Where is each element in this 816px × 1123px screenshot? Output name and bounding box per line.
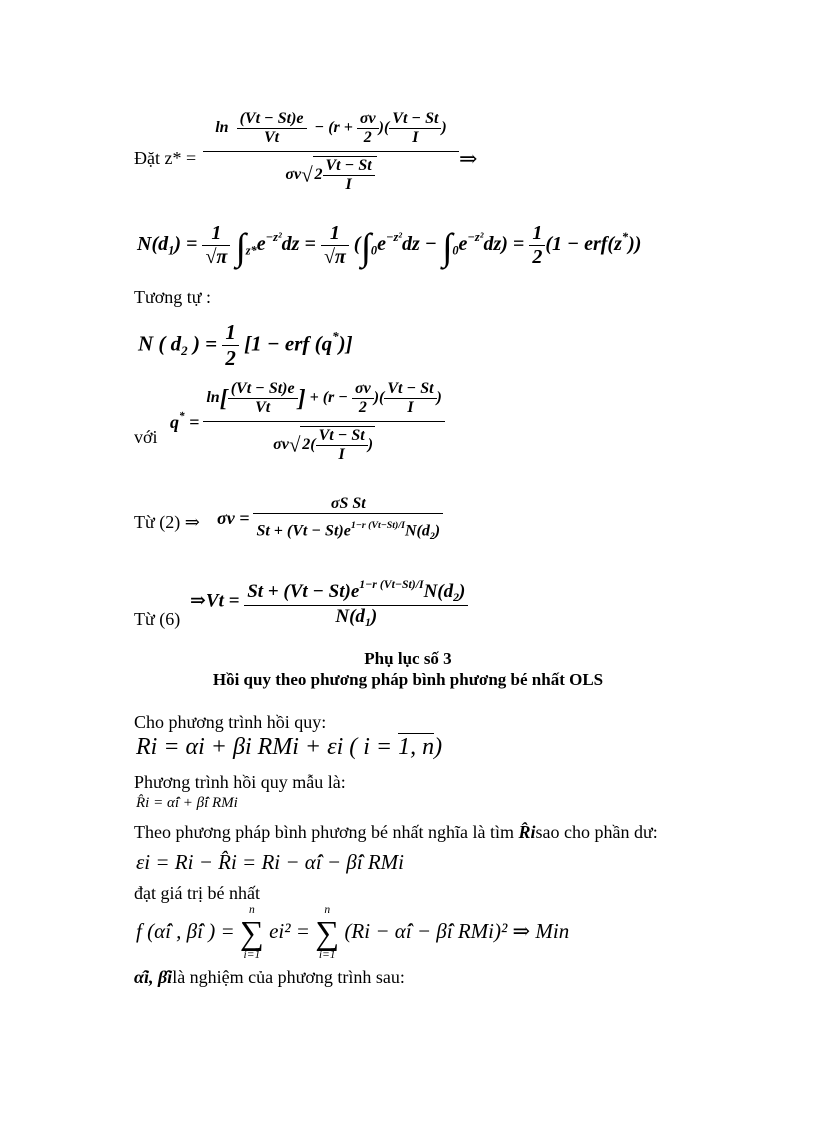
z-star-formula: ln $\frac{(Vt - St)e}{Vt}$ − (r + $\frac{\sigma v}{2}$ )( $\frac{Vt - St}{I}$ ) σv√ 2 $\frac{Vt - St}{I}$ [203, 110, 459, 194]
residual-equation: εi = Ri − R̂i = Ri − α̂i − β̂i RMi [136, 850, 405, 874]
ols-method-text: Theo phương pháp bình phương bé nhất nghĩa là tìm R̂isao cho phần dư: [134, 822, 658, 842]
ols-intro: Cho phương trình hồi quy: [134, 712, 327, 732]
r-hat-symbol: R̂i [518, 822, 536, 842]
regression-equation: Ri = αi + βi RMi + εi ( i = 1, n) [136, 734, 443, 760]
voi-label: với [134, 427, 158, 447]
sample-regression-equation: R̂i = α̂i + β̂i RMi [136, 795, 238, 811]
q-star-formula: q* = ln[ $\frac{(Vt - St)e}{Vt}$ ] + (r − $\frac{\sigma v}{2}$ )( $\frac{Vt - St}{I}$ ) σv√ 2( $\frac{Vt - St}{I}$ ) [170, 380, 445, 464]
sigma-v-formula: σv = $\frac{\text{σS St}}{St + (Vt - St)e^{1-r (Vt-St)/I}N(d_2)}$ [217, 495, 443, 542]
implies-arrow: ⇒ [459, 146, 478, 171]
appendix-title: Phụ lục số 3 [364, 649, 452, 668]
tuong-tu-text: Tương tự : [134, 287, 212, 307]
vt-formula: ⇒Vt = $\frac{St + (Vt - St)e^{1-r (Vt-St)/I}N(d_2)}{N(d_1)}$ [190, 572, 468, 630]
tu-6-label: Từ (6) [134, 609, 181, 629]
alpha-beta-hat-symbol: α̂i, β̂i [134, 967, 173, 987]
dat-z-label: Đặt z* = [134, 148, 197, 168]
sample-regression-text: Phương trình hồi quy mẫu là: [134, 772, 346, 792]
min-value-text: đạt giá trị bé nhất [134, 883, 260, 903]
appendix-subtitle: Hồi quy theo phương pháp bình phương bé nhất OLS [212, 670, 604, 689]
tu-2-label: Từ (2) ⇒ [134, 512, 200, 532]
n-d2-formula: N ( $d_2$ ) = $\frac{1}{2}$ [1 − erf (q*)] [138, 320, 353, 370]
solution-text: α̂i, β̂ilà nghiệm của phương trình sau: [134, 967, 405, 987]
n-d1-formula: $N(d_1)$ = $\frac{1}{√\pi}$ $\int_{z*}e^{-z^2}dz$ = $\frac{1}{√\pi}$ $(\int_0e^{-z^2}dz - \int_0e^{-z^2}dz)$ = $\frac{1}{2}$ (1 − erf(z*)) [137, 222, 642, 269]
objective-function: f (α̂i , β̂i ) = n ∑ i=1 ei² = n ∑ i=1 (Ri − α̂i − β̂i RMi)² ⇒ Min [136, 904, 570, 962]
